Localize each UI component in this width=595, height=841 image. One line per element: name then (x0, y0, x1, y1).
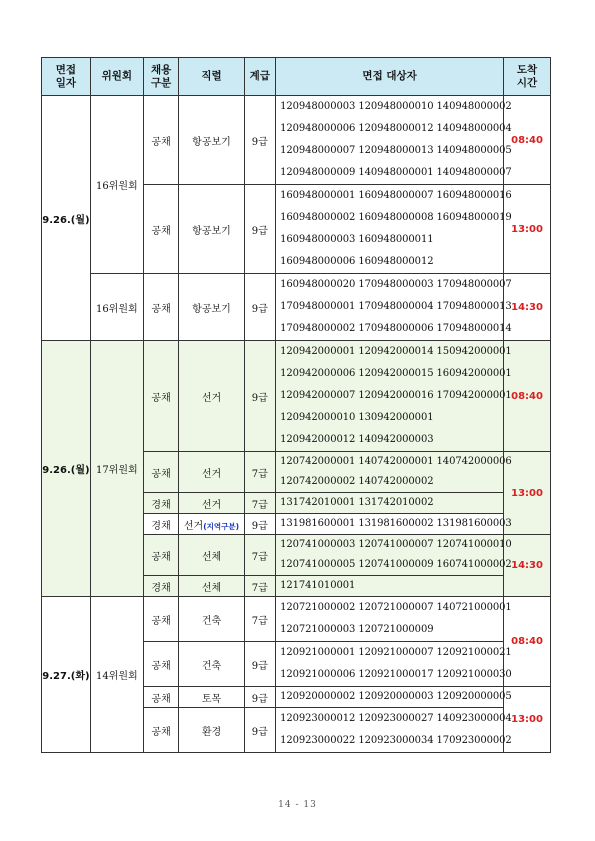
job-cell: 선체 (179, 576, 244, 597)
type-cell: 경채 (143, 576, 179, 597)
candidate-ids (276, 642, 512, 687)
id-line: 170948000001 170948000004 170948000013 (280, 301, 512, 312)
grade-cell: 9급 (244, 708, 276, 753)
job-cell: 선체 (179, 535, 244, 576)
id-line: 160948000003 160948000011 (280, 234, 434, 245)
id-line: 120742000002 140742000002 (280, 476, 434, 487)
arrival-time: 13:00 (504, 687, 551, 753)
id-line: 160948000002 160948000008 160948000019 (280, 212, 512, 223)
type-cell: 공채 (143, 687, 179, 708)
committee-cell: 14위원회 (90, 597, 143, 753)
id-line: 131981600001 131981600002 131981600003 (280, 518, 512, 529)
id-line: 120923000012 120923000027 140923000004 (280, 713, 512, 724)
id-line: 120920000002 120920000003 120920000005 (280, 691, 512, 702)
candidate-ids (276, 597, 512, 642)
grade-cell: 9급 (244, 96, 276, 185)
job-cell: 선거 (179, 452, 244, 493)
id-line: 131742010001 131742010002 (280, 497, 434, 508)
job-cell: 항공보기 (179, 274, 244, 341)
arrival-time: 08:40 (504, 96, 551, 185)
id-line: 120721000002 120721000007 140721000001 (280, 602, 512, 613)
grade-cell: 7급 (244, 493, 276, 514)
id-line: 120942000012 140942000003 (280, 434, 434, 445)
header-type: 채용 구분 (143, 58, 179, 96)
type-cell: 공채 (143, 708, 179, 753)
grade-cell: 9급 (244, 514, 276, 535)
committee-cell: 17위원회 (90, 341, 143, 597)
interview-schedule-table (41, 57, 551, 753)
id-line: 120741000003 120741000007 120741000010 (280, 539, 512, 550)
date-cell: 9.27.(화) (42, 597, 91, 753)
table-row (42, 341, 551, 452)
committee-cell: 16위원회 (90, 274, 143, 341)
id-line: 120948000006 120948000012 140948000004 (280, 123, 512, 134)
type-cell: 경채 (143, 493, 179, 514)
id-line: 120741000005 120741000009 160741000002 (280, 559, 512, 570)
grade-cell: 9급 (244, 185, 276, 274)
header-grade: 계급 (244, 58, 276, 96)
id-line: 170948000002 170948000006 170948000014 (280, 323, 512, 334)
id-line: 120721000003 120721000009 (280, 624, 434, 635)
candidate-ids (276, 493, 504, 514)
grade-cell: 9급 (244, 274, 276, 341)
id-line: 120948000009 140948000001 140948000007 (280, 167, 512, 178)
grade-cell: 7급 (244, 452, 276, 493)
id-line: 120942000007 120942000016 170942000001 (280, 390, 512, 401)
candidate-ids (276, 514, 512, 535)
candidate-ids (276, 185, 512, 274)
job-cell: 선거 (179, 493, 244, 514)
id-line: 120948000003 120948000010 140948000002 (280, 101, 512, 112)
id-line: 120948000007 120948000013 140948000005 (280, 145, 512, 156)
id-line: 121741010001 (280, 580, 356, 591)
table-row (42, 597, 551, 642)
arrival-time: 14:30 (504, 535, 551, 597)
header-committee: 위원회 (90, 58, 143, 96)
arrival-time: 08:40 (504, 597, 551, 687)
id-line: 120923000022 120923000034 170923000002 (280, 735, 512, 746)
arrival-time: 13:00 (504, 452, 551, 535)
grade-cell: 9급 (244, 687, 276, 708)
candidate-ids (276, 687, 512, 708)
arrival-time: 14:30 (504, 274, 551, 341)
date-cell: 9.26.(월) (42, 96, 91, 341)
candidate-ids (276, 452, 512, 493)
type-cell: 공채 (143, 535, 179, 576)
table-row (42, 274, 551, 341)
id-line: 160948000020 170948000003 170948000007 (280, 279, 512, 290)
header-row (42, 58, 551, 96)
committee-cell: 16위원회 (90, 96, 143, 274)
candidate-ids (276, 274, 512, 341)
candidate-ids (276, 535, 512, 576)
grade-cell: 9급 (244, 642, 276, 687)
candidate-ids (276, 576, 504, 597)
id-line: 120921000001 120921000007 120921000021 (280, 647, 512, 658)
arrival-time: 13:00 (504, 185, 551, 274)
page-number: 14 - 13 (278, 800, 317, 810)
job-cell: 건축 (179, 597, 244, 642)
job-cell: 항공보기 (179, 96, 244, 185)
id-line: 120942000010 130942000001 (280, 412, 434, 423)
candidate-ids (276, 708, 512, 753)
header-arrival: 도착 시간 (504, 58, 551, 96)
id-line: 160948000001 160948000007 160948000016 (280, 190, 512, 201)
date-cell: 9.26.(월) (42, 341, 91, 597)
id-line: 120942000006 120942000015 160942000001 (280, 368, 512, 379)
header-date: 면접 일자 (42, 58, 91, 96)
type-cell: 공채 (143, 96, 179, 185)
header-targets: 면접 대상자 (276, 58, 504, 96)
arrival-time: 08:40 (504, 341, 551, 452)
id-line: 160948000006 160948000012 (280, 256, 434, 267)
grade-cell: 7급 (244, 597, 276, 642)
job-cell: 토목 (179, 687, 244, 708)
type-cell: 공채 (143, 341, 179, 452)
grade-cell: 7급 (244, 576, 276, 597)
type-cell: 공채 (143, 642, 179, 687)
candidate-ids (276, 341, 512, 452)
job-cell: 선거 (179, 341, 244, 452)
job-cell: 건축 (179, 642, 244, 687)
grade-cell: 9급 (244, 341, 276, 452)
id-line: 120942000001 120942000014 150942000001 (280, 346, 512, 357)
candidate-ids (276, 96, 512, 185)
job-cell: 환경 (179, 708, 244, 753)
job-cell: 항공보기 (179, 185, 244, 274)
type-cell: 경채 (143, 514, 179, 535)
type-cell: 공채 (143, 452, 179, 493)
type-cell: 공채 (143, 597, 179, 642)
id-line: 120742000001 140742000001 140742000006 (280, 456, 512, 467)
job-cell: 선거(지역구분) (179, 514, 244, 535)
grade-cell: 7급 (244, 535, 276, 576)
table-row (42, 96, 551, 185)
type-cell: 공채 (143, 185, 179, 274)
id-line: 120921000006 120921000017 120921000030 (280, 669, 512, 680)
job-sub-label: (지역구분) (203, 521, 240, 531)
type-cell: 공채 (143, 274, 179, 341)
header-job: 직렬 (179, 58, 244, 96)
